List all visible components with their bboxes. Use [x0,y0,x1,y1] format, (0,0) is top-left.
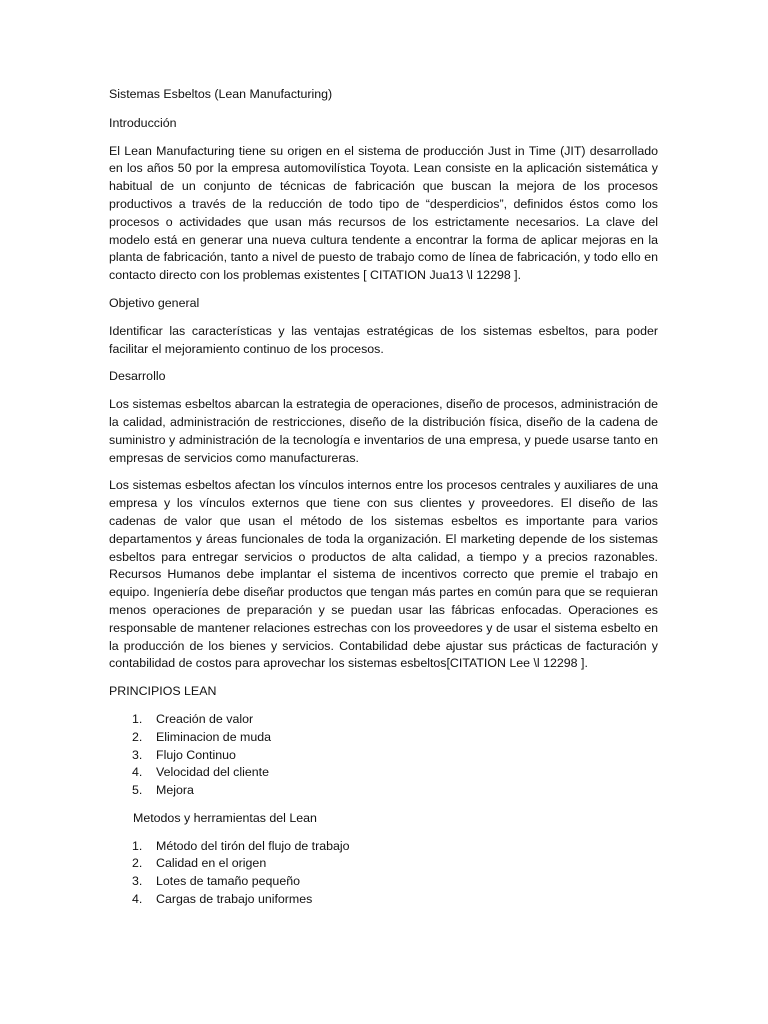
list-number: 4. [132,765,143,780]
list-item-text: Método del tirón del flujo de trabajo [156,838,350,853]
list-item [109,729,658,747]
list-number: 3. [132,747,143,762]
list-item-text: Cargas de trabajo uniformes [156,892,313,907]
objective-paragraph: Identificar las características y las ventajas estratégicas de los sistemas esbeltos, para poder facilitar el mejoramiento continuo de los procesos. [109,323,658,356]
list-item-text: Lotes de tamaño pequeño [156,874,300,889]
list-item [109,838,658,856]
list-item-text: Creación de valor [156,711,254,726]
list-item-text: Eliminacion de muda [156,729,272,744]
development-paragraph-2: Los sistemas esbeltos afectan los vínculos internos entre los procesos centrales y auxiliares de una empresa y los vínculos externos que tiene con sus clientes y proveedores. El diseño de las cadenas de valor que usan el método de los sistemas esbeltos es importante para varios departamentos y áreas funcionales de toda la organización. El marketing depende de los sistemas esbeltos para entregar servicios o productos de alta calidad, a tiempo y a precios razonables. Recursos Humanos debe implantar el sistema de incentivos correcto que premie el trabajo en equipo. Ingeniería debe diseñar productos que tengan más partes en común para que se requieran menos operaciones de preparación y se puedan usar las fábricas enfocadas. Operaciones es responsable de mantener relaciones estrechas con los proveedores y de usar el sistema esbelto en la producción de los bienes y servicios. Contabilidad debe ajustar sus prácticas de facturación y contabilidad de costos para aprovechar los sistemas esbeltos[CITATION Lee \l 12298 ]. [109,478,658,671]
list-item-text: Flujo Continuo [156,747,236,762]
intro-heading: Introducción [109,115,177,130]
list-number: 4. [132,892,143,907]
list-item [109,855,658,873]
list-number: 2. [132,729,143,744]
list-item [109,891,658,909]
document-title: Sistemas Esbeltos (Lean Manufacturing) [109,87,333,101]
list-item-text: Velocidad del cliente [156,765,269,780]
document-body [109,86,658,919]
list-item [109,747,658,765]
development-paragraph-1: Los sistemas esbeltos abarcan la estrategia de operaciones, diseño de procesos, administración de la calidad, administración de restricciones, diseño de la distribución física, diseño de la cadena de suministro y administración de la tecnología e inventarios de una empresa, y puede usarse tanto en empresas de servicios como manufactureras. [109,397,658,465]
principles-heading: PRINCIPIOS LEAN [109,684,217,699]
list-number: 2. [132,856,143,871]
methods-list [109,838,658,909]
intro-paragraph: El Lean Manufacturing tiene su origen en el sistema de producción Just in Time (JIT) desarrollado en los años 50 por la empresa automovilística Toyota. Lean consiste en la aplicación sistemática y habitual de un conjunto de técnicas de fabricación que buscan la mejora de los procesos productivos a través de la reducción de todo tipo de “desperdicios”, definidos éstos como los procesos o actividades que usan más recursos de los estrictamente necesarios. La clave del modelo está en generar una nueva cultura tendente a encontrar la forma de aplicar mejoras en la planta de fabricación, tanto a nivel de puesto de trabajo como de línea de fabricación, y todo ello en contacto directo con los problemas existentes [ CITATION Jua13 \l 12298 ]. [109,143,658,283]
list-number: 3. [132,874,143,889]
list-number: 5. [132,783,143,798]
list-number: 1. [132,838,143,853]
list-item [109,873,658,891]
list-number: 1. [132,711,143,726]
methods-heading: Metodos y herramientas del Lean [133,810,317,825]
list-item-text: Calidad en el origen [156,856,267,871]
list-item [109,764,658,782]
development-heading: Desarrollo [109,369,166,384]
principles-list [109,711,658,800]
objective-heading: Objetivo general [109,295,200,310]
list-item [109,711,658,729]
list-item [109,782,658,800]
list-item-text: Mejora [156,783,194,798]
